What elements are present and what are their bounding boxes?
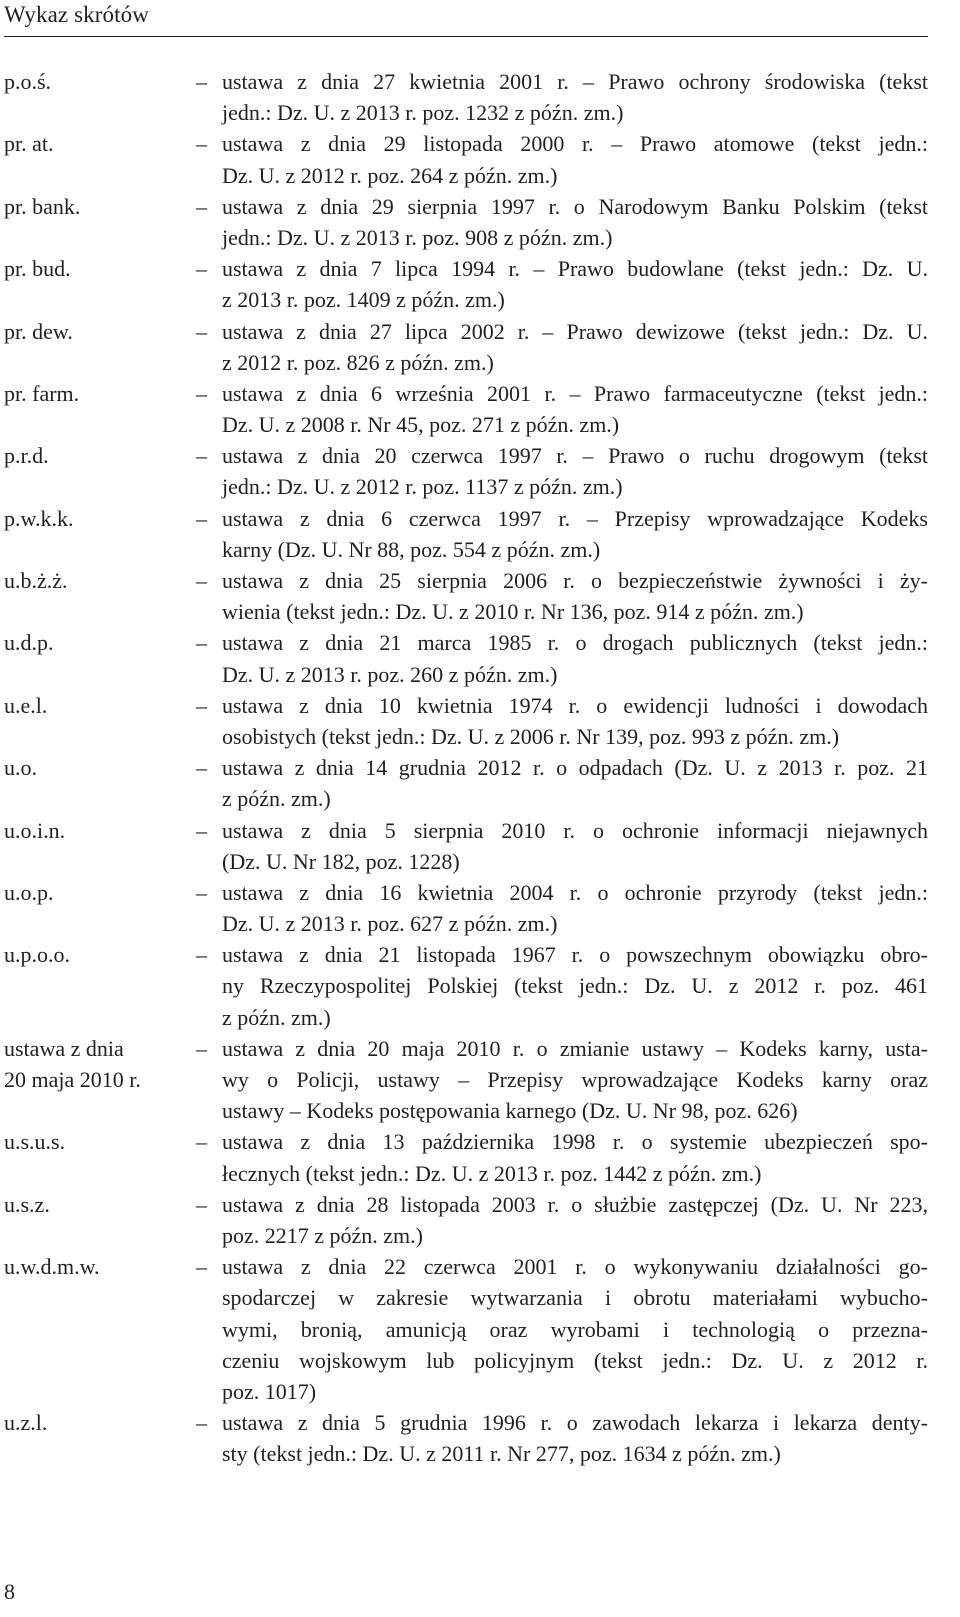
abbreviation-entry xyxy=(0,1407,960,1469)
abbreviation-term: p.o.ś. xyxy=(4,69,52,94)
page-number: 8 xyxy=(4,1579,15,1604)
definition-line: ustawa z dnia 22 czerwca 2001 r. o wykonywaniu działalności go- xyxy=(222,1254,928,1280)
abbreviation-definition xyxy=(222,1407,928,1469)
abbreviation-entry xyxy=(0,1033,960,1127)
abbreviation-definition xyxy=(222,815,928,877)
abbreviation-definition xyxy=(222,627,928,689)
definition-line: ustawa z dnia 5 sierpnia 2010 r. o ochronie informacji niejawnych xyxy=(222,817,928,843)
entry-dash: – xyxy=(196,256,207,282)
abbreviation-definition xyxy=(222,752,928,814)
abbreviation-term: u.s.u.s. xyxy=(4,1129,66,1155)
abbreviation-definition xyxy=(222,939,928,1033)
definition-line: Dz. U. z 2013 r. poz. 627 z późn. zm.) xyxy=(222,911,558,937)
definition-line: ustawa z dnia 16 kwietnia 2004 r. o ochronie przyrody (tekst jedn.: xyxy=(222,879,928,905)
abbreviation-entry xyxy=(0,503,960,565)
abbreviation-definition xyxy=(222,1251,928,1407)
abbreviation-term: pr. at. xyxy=(4,131,54,157)
abbreviation-term: u.o.p. xyxy=(4,879,54,905)
definition-line: ustawa z dnia 5 grudnia 1996 r. o zawodach lekarza i lekarza denty- xyxy=(222,1410,928,1436)
abbreviation-definition xyxy=(222,253,928,315)
abbreviation-entry xyxy=(0,66,960,128)
abbreviation-term: u.z.l. xyxy=(4,1410,48,1436)
abbreviation-definition xyxy=(222,1126,928,1188)
abbreviation-list xyxy=(0,66,960,1469)
definition-line: ny Rzeczypospolitej Polskiej (tekst jedn.: Dz. U. z 2012 r. poz. 461 xyxy=(222,973,928,999)
abbreviation-entry xyxy=(0,690,960,752)
abbreviation-definition xyxy=(222,877,928,939)
abbreviation-definition xyxy=(222,690,928,752)
abbreviation-entry xyxy=(0,752,960,814)
definition-line: (Dz. U. Nr 182, poz. 1228) xyxy=(222,848,460,874)
abbreviation-entry xyxy=(0,440,960,502)
abbreviation-entry xyxy=(0,1251,960,1407)
definition-line: wienia (tekst jedn.: Dz. U. z 2010 r. Nr 136, poz. 914 z późn. zm.) xyxy=(222,599,804,625)
abbreviation-definition xyxy=(222,440,928,502)
definition-line: Dz. U. z 2013 r. poz. 260 z późn. zm.) xyxy=(222,661,558,687)
definition-line: spodarczej w zakresie wytwarzania i obrotu materiałami wybucho- xyxy=(222,1285,928,1311)
definition-line: ustawa z dnia 13 października 1998 r. o systemie ubezpieczeń spo- xyxy=(222,1129,928,1155)
definition-line: ustawa z dnia 27 lipca 2002 r. – Prawo dewizowe (tekst jedn.: Dz. U. xyxy=(222,318,928,344)
definition-line: ustawa z dnia 10 kwietnia 1974 r. o ewidencji ludności i dowodach xyxy=(222,692,928,718)
abbreviation-entry xyxy=(0,627,960,689)
definition-line: ustawa z dnia 14 grudnia 2012 r. o odpadach (Dz. U. z 2013 r. poz. 21 xyxy=(222,755,928,781)
abbreviation-definition xyxy=(222,565,928,627)
definition-line: ustawa z dnia 21 marca 1985 r. o drogach publicznych (tekst jedn.: xyxy=(222,630,928,656)
definition-line: ustawa z dnia 7 lipca 1994 r. – Prawo budowlane (tekst jedn.: Dz. U. xyxy=(222,256,928,282)
abbreviation-entry xyxy=(0,191,960,253)
entry-dash: – xyxy=(196,879,207,905)
definition-line: czeniu wojskowym lub policyjnym (tekst jedn.: Dz. U. z 2012 r. xyxy=(222,1347,928,1373)
abbreviation-term: pr. farm. xyxy=(4,380,80,406)
definition-line: jedn.: Dz. U. z 2013 r. poz. 1232 z późn. zm.) xyxy=(222,100,624,126)
definition-line: poz. 2217 z późn. zm.) xyxy=(222,1222,423,1248)
abbreviation-term: u.b.ż.ż. xyxy=(4,568,68,593)
entry-dash: – xyxy=(196,1254,207,1280)
abbreviation-term: ustawa z dnia 20 maja 2010 r. xyxy=(4,1035,141,1093)
entry-dash: – xyxy=(196,69,207,94)
definition-line: z późn. zm.) xyxy=(222,1004,331,1030)
abbreviation-term: u.s.z. xyxy=(4,1191,50,1217)
definition-line: łecznych (tekst jedn.: Dz. U. z 2013 r. poz. 1442 z późn. zm.) xyxy=(222,1160,762,1186)
definition-line: ustawa z dnia 6 września 2001 r. – Prawo farmaceutyczne (tekst jedn.: xyxy=(222,380,928,406)
entry-dash: – xyxy=(196,755,207,781)
abbreviation-definition xyxy=(222,378,928,440)
abbreviation-term: u.d.p. xyxy=(4,630,54,656)
entry-dash: – xyxy=(196,692,207,718)
definition-line: ustawy – Kodeks postępowania karnego (Dz. U. Nr 98, poz. 626) xyxy=(222,1098,798,1124)
definition-line: osobistych (tekst jedn.: Dz. U. z 2006 r. Nr 139, poz. 993 z późn. zm.) xyxy=(222,723,840,749)
definition-line: jedn.: Dz. U. z 2012 r. poz. 1137 z późn. zm.) xyxy=(222,474,623,500)
abbreviation-term: p.r.d. xyxy=(4,443,49,469)
abbreviation-entry xyxy=(0,877,960,939)
entry-dash: – xyxy=(196,193,207,219)
entry-dash: – xyxy=(196,505,207,531)
abbreviation-entry xyxy=(0,565,960,627)
abbreviation-definition xyxy=(222,316,928,378)
definition-line: poz. 1017) xyxy=(222,1378,317,1404)
definition-line: z późn. zm.) xyxy=(222,786,331,812)
entry-dash: – xyxy=(196,942,207,968)
entry-dash: – xyxy=(196,318,207,344)
abbreviation-term: u.w.d.m.w. xyxy=(4,1254,100,1280)
abbreviation-entry xyxy=(0,1189,960,1251)
abbreviation-entry xyxy=(0,815,960,877)
abbreviation-definition xyxy=(222,191,928,253)
definition-line: wy o Policji, ustawy – Przepisy wprowadzające Kodeks karny oraz xyxy=(222,1067,928,1092)
definition-line: z 2012 r. poz. 826 z późn. zm.) xyxy=(222,349,494,375)
header-rule xyxy=(4,36,928,37)
abbreviation-definition xyxy=(222,503,928,565)
abbreviation-entry xyxy=(0,253,960,315)
entry-dash: – xyxy=(196,380,207,406)
abbreviation-term: pr. bud. xyxy=(4,256,71,282)
definition-line: ustawa z dnia 20 maja 2010 r. o zmianie ustawy – Kodeks karny, usta- xyxy=(222,1035,928,1061)
definition-line: jedn.: Dz. U. z 2013 r. poz. 908 z późn. zm.) xyxy=(222,224,613,250)
definition-line: ustawa z dnia 25 sierpnia 2006 r. o bezpieczeństwie żywności i ży- xyxy=(222,568,928,593)
abbreviation-entry xyxy=(0,939,960,1033)
definition-line: sty (tekst jedn.: Dz. U. z 2011 r. Nr 277, poz. 1634 z późn. zm.) xyxy=(222,1441,781,1467)
definition-line: karny (Dz. U. Nr 88, poz. 554 z późn. zm.) xyxy=(222,536,601,562)
entry-dash: – xyxy=(196,1035,207,1061)
entry-dash: – xyxy=(196,1191,207,1217)
entry-dash: – xyxy=(196,568,207,593)
definition-line: ustawa z dnia 21 listopada 1967 r. o powszechnym obowiązku obro- xyxy=(222,942,928,968)
abbreviation-definition xyxy=(222,1189,928,1251)
abbreviation-entry xyxy=(0,1126,960,1188)
abbreviation-definition xyxy=(222,128,928,190)
entry-dash: – xyxy=(196,817,207,843)
definition-line: z 2013 r. poz. 1409 z późn. zm.) xyxy=(222,287,505,313)
entry-dash: – xyxy=(196,131,207,157)
definition-line: Dz. U. z 2008 r. Nr 45, poz. 271 z późn. zm.) xyxy=(222,412,620,438)
abbreviation-term: pr. bank. xyxy=(4,193,81,219)
abbreviation-term: p.w.k.k. xyxy=(4,505,74,531)
entry-dash: – xyxy=(196,1129,207,1155)
abbreviation-term: pr. dew. xyxy=(4,318,73,344)
abbreviation-entry xyxy=(0,316,960,378)
definition-line: ustawa z dnia 27 kwietnia 2001 r. – Prawo ochrony środowiska (tekst xyxy=(222,69,928,94)
abbreviation-term: u.o. xyxy=(4,755,37,781)
abbreviation-entry xyxy=(0,378,960,440)
definition-line: ustawa z dnia 20 czerwca 1997 r. – Prawo o ruchu drogowym (tekst xyxy=(222,443,928,469)
definition-line: ustawa z dnia 6 czerwca 1997 r. – Przepisy wprowadzające Kodeks xyxy=(222,505,928,531)
abbreviation-definition xyxy=(222,1033,928,1127)
abbreviation-definition xyxy=(222,66,928,128)
abbreviation-term: u.p.o.o. xyxy=(4,942,70,968)
entry-dash: – xyxy=(196,1410,207,1436)
abbreviation-term: u.o.i.n. xyxy=(4,817,66,843)
abbreviation-term: u.e.l. xyxy=(4,692,48,718)
entry-dash: – xyxy=(196,443,207,469)
definition-line: wymi, bronią, amunicją oraz wyrobami i technologią o przezna- xyxy=(222,1316,928,1342)
definition-line: ustawa z dnia 29 sierpnia 1997 r. o Narodowym Banku Polskim (tekst xyxy=(222,193,928,219)
definition-line: Dz. U. z 2012 r. poz. 264 z późn. zm.) xyxy=(222,162,558,188)
definition-line: ustawa z dnia 29 listopada 2000 r. – Prawo atomowe (tekst jedn.: xyxy=(222,131,928,157)
running-header: Wykaz skrótów xyxy=(4,2,149,27)
definition-line: ustawa z dnia 28 listopada 2003 r. o służbie zastępczej (Dz. U. Nr 223, xyxy=(222,1191,928,1217)
entry-dash: – xyxy=(196,630,207,656)
abbreviation-entry xyxy=(0,128,960,190)
